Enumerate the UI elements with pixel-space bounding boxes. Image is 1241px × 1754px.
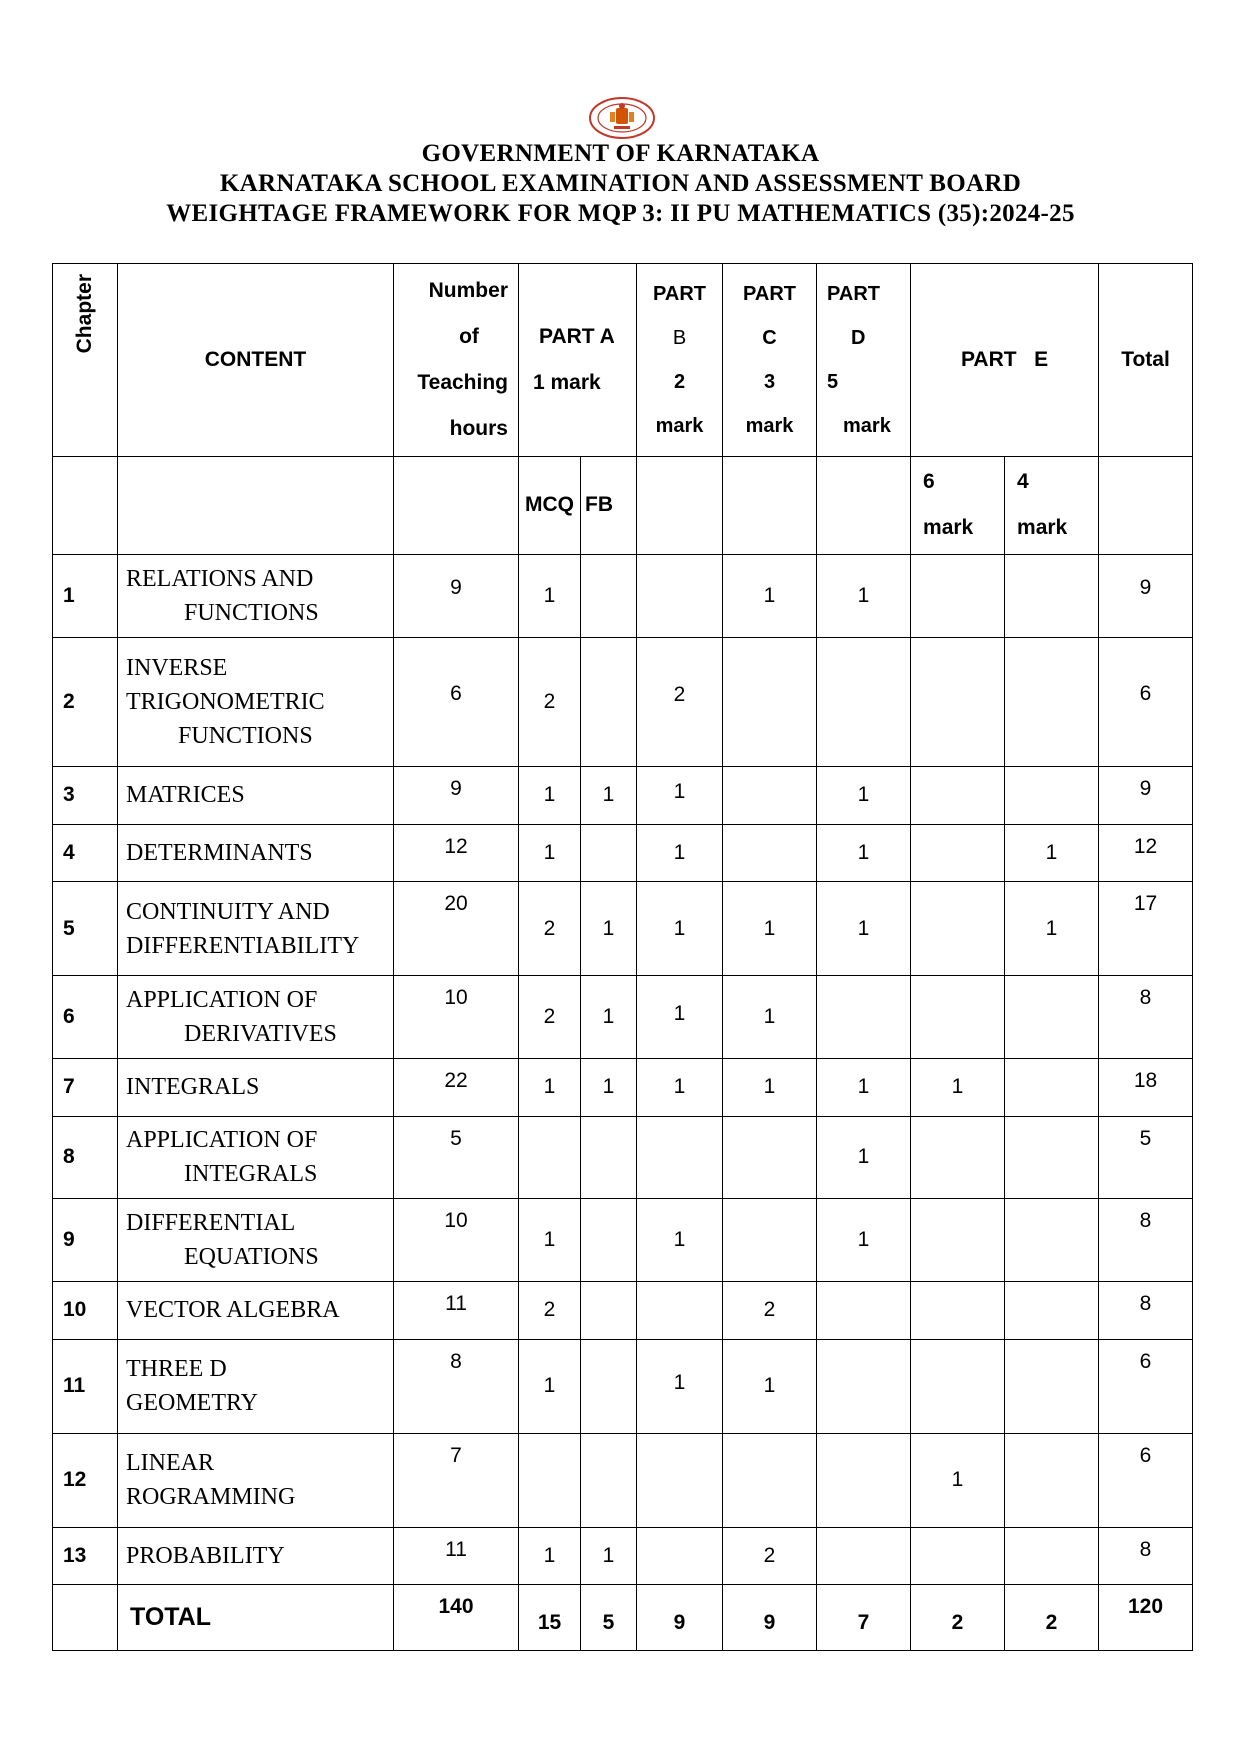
part-e-6-mark xyxy=(911,767,1005,825)
chapter-number: 12 xyxy=(53,1433,118,1527)
part-c-count: 1 xyxy=(723,554,817,637)
part-b-header: PART B 2 mark xyxy=(637,264,723,457)
content-line: VECTOR ALGEBRA xyxy=(126,1297,340,1324)
subheader-blank xyxy=(637,456,723,554)
part-e-4-mark: 1 xyxy=(1005,824,1099,882)
total-header: Total xyxy=(1099,264,1193,457)
part-d-count xyxy=(817,1339,911,1433)
karnataka-emblem-icon xyxy=(588,96,656,140)
part-a-mcq: 2 xyxy=(519,637,581,766)
part-c-count xyxy=(723,637,817,766)
part-e-6-mark: 1 xyxy=(911,1433,1005,1527)
totals-part-e-6: 2 xyxy=(911,1585,1005,1651)
totals-part-d: 7 xyxy=(817,1585,911,1651)
part-b-count xyxy=(637,1282,723,1340)
content-line: PROBABILITY xyxy=(126,1542,285,1569)
table-row xyxy=(53,824,1193,882)
totals-hours: 140 xyxy=(394,1585,519,1651)
part-a-fb xyxy=(581,637,637,766)
chapter-content xyxy=(118,1282,394,1340)
mcq-header: MCQ xyxy=(519,456,581,554)
part-a-mcq: 1 xyxy=(519,767,581,825)
chapter-number: 10 xyxy=(53,1282,118,1340)
chapter-content xyxy=(118,1339,394,1433)
part-d-count xyxy=(817,1433,911,1527)
part-d-count xyxy=(817,1527,911,1585)
part-a-mcq xyxy=(519,1116,581,1199)
part-d-count xyxy=(817,1282,911,1340)
teaching-hours: 8 xyxy=(394,1339,519,1433)
part-d-count: 1 xyxy=(817,1116,911,1199)
chapter-content xyxy=(118,824,394,882)
teaching-hours: 22 xyxy=(394,1058,519,1116)
part-e-4-mark xyxy=(1005,1058,1099,1116)
part-a-mcq: 2 xyxy=(519,882,581,976)
content-line: INTEGRALS xyxy=(126,1074,260,1101)
content-line: DERIVATIVES xyxy=(184,1021,337,1048)
part-e-4-mark xyxy=(1005,976,1099,1059)
part-e-4-mark xyxy=(1005,554,1099,637)
totals-mcq: 15 xyxy=(519,1585,581,1651)
part-a-mcq: 2 xyxy=(519,1282,581,1340)
content-line: DETERMINANTS xyxy=(126,839,313,866)
content-line: APPLICATION OF xyxy=(126,1127,318,1154)
part-b-count: 2 xyxy=(637,637,723,766)
content-line: FUNCTIONS xyxy=(178,722,313,749)
fb-header: FB xyxy=(581,456,637,554)
part-d-count: 1 xyxy=(817,1199,911,1282)
chapter-content xyxy=(118,1058,394,1116)
part-e-4-mark xyxy=(1005,1339,1099,1433)
teaching-hours: 11 xyxy=(394,1527,519,1585)
chapter-content xyxy=(118,1116,394,1199)
part-d-header: PART D 5 mark xyxy=(817,264,911,457)
teaching-hours: 20 xyxy=(394,882,519,976)
part-b-count xyxy=(637,1116,723,1199)
part-e-4-mark xyxy=(1005,767,1099,825)
content-line: INTEGRALS xyxy=(184,1161,318,1188)
part-e-6-mark: 1 xyxy=(911,1058,1005,1116)
row-total: 18 xyxy=(1099,1058,1193,1116)
part-a-mcq: 1 xyxy=(519,1058,581,1116)
table-row xyxy=(53,976,1193,1059)
part-c-count: 2 xyxy=(723,1527,817,1585)
part-b-count: 1 xyxy=(637,767,723,825)
table-row xyxy=(53,554,1193,637)
part-d-count xyxy=(817,637,911,766)
part-d-count xyxy=(817,976,911,1059)
part-e-6-mark xyxy=(911,1339,1005,1433)
part-e-6-mark xyxy=(911,1116,1005,1199)
chapter-number: 1 xyxy=(53,554,118,637)
chapter-number: 4 xyxy=(53,824,118,882)
teaching-hours: 6 xyxy=(394,637,519,766)
chapter-content xyxy=(118,1199,394,1282)
part-b-count: 1 xyxy=(637,1199,723,1282)
subheader-blank xyxy=(723,456,817,554)
part-a-mcq: 2 xyxy=(519,976,581,1059)
part-e-6-mark xyxy=(911,637,1005,766)
table-row xyxy=(53,637,1193,766)
part-a-mcq: 1 xyxy=(519,1339,581,1433)
part-e-6-mark xyxy=(911,1527,1005,1585)
content-line: LINEAR xyxy=(126,1450,214,1477)
content-line: DIFFERENTIAL xyxy=(126,1210,296,1237)
four-mark-header: 4 mark xyxy=(1005,456,1099,554)
table-row xyxy=(53,1527,1193,1585)
content-line: MATRICES xyxy=(126,782,245,809)
totals-row xyxy=(53,1585,1193,1651)
part-a-fb xyxy=(581,1199,637,1282)
content-line: THREE D xyxy=(126,1356,227,1383)
row-total: 6 xyxy=(1099,1433,1193,1527)
subheader-blank xyxy=(118,456,394,554)
content-line: FUNCTIONS xyxy=(184,599,319,626)
part-a-fb xyxy=(581,554,637,637)
part-e-6-mark xyxy=(911,1282,1005,1340)
header-framework-title: WEIGHTAGE FRAMEWORK FOR MQP 3: II PU MATHEMATICS (35):2024-25 xyxy=(166,200,1075,227)
chapter-number: 11 xyxy=(53,1339,118,1433)
table-row xyxy=(53,767,1193,825)
part-c-count: 1 xyxy=(723,976,817,1059)
subheader-blank xyxy=(817,456,911,554)
row-total: 8 xyxy=(1099,1282,1193,1340)
part-d-count: 1 xyxy=(817,1058,911,1116)
chapter-number: 3 xyxy=(53,767,118,825)
content-line: EQUATIONS xyxy=(184,1244,319,1271)
chapter-content xyxy=(118,1433,394,1527)
chapter-number: 13 xyxy=(53,1527,118,1585)
part-a-mcq: 1 xyxy=(519,554,581,637)
table-row xyxy=(53,1339,1193,1433)
teaching-hours: 11 xyxy=(394,1282,519,1340)
chapter-content xyxy=(118,882,394,976)
part-c-count xyxy=(723,824,817,882)
totals-label: TOTAL xyxy=(118,1585,394,1651)
part-d-count: 1 xyxy=(817,882,911,976)
part-c-count xyxy=(723,1199,817,1282)
part-a-fb: 1 xyxy=(581,1527,637,1585)
totals-part-e-4: 2 xyxy=(1005,1585,1099,1651)
part-e-4-mark xyxy=(1005,1527,1099,1585)
chapter-number: 7 xyxy=(53,1058,118,1116)
part-b-count xyxy=(637,554,723,637)
header-board: KARNATAKA SCHOOL EXAMINATION AND ASSESSMENT BOARD xyxy=(219,170,1022,197)
table-row xyxy=(53,1282,1193,1340)
part-a-fb xyxy=(581,1282,637,1340)
table-row xyxy=(53,1433,1193,1527)
row-total: 6 xyxy=(1099,637,1193,766)
content-line: GEOMETRY xyxy=(126,1390,258,1417)
part-e-4-mark xyxy=(1005,637,1099,766)
chapter-header: Chapter xyxy=(53,264,118,457)
row-total: 9 xyxy=(1099,554,1193,637)
part-e-4-mark xyxy=(1005,1433,1099,1527)
part-e-6-mark xyxy=(911,824,1005,882)
row-total: 6 xyxy=(1099,1339,1193,1433)
chapter-content xyxy=(118,976,394,1059)
chapter-content xyxy=(118,554,394,637)
part-b-count: 1 xyxy=(637,882,723,976)
part-a-mcq: 1 xyxy=(519,824,581,882)
part-a-fb: 1 xyxy=(581,976,637,1059)
row-total: 8 xyxy=(1099,1199,1193,1282)
part-a-mcq: 1 xyxy=(519,1199,581,1282)
teaching-hours: 7 xyxy=(394,1433,519,1527)
part-b-count: 1 xyxy=(637,1339,723,1433)
part-e-6-mark xyxy=(911,976,1005,1059)
teaching-hours-header: Number of Teaching hours xyxy=(394,264,519,457)
totals-part-b: 9 xyxy=(637,1585,723,1651)
part-d-count: 1 xyxy=(817,554,911,637)
totals-fb: 5 xyxy=(581,1585,637,1651)
part-b-count xyxy=(637,1433,723,1527)
part-a-fb xyxy=(581,1433,637,1527)
totals-grand-total: 120 xyxy=(1099,1585,1193,1651)
part-a-header: PART A 1 mark xyxy=(519,264,637,457)
part-a-mcq xyxy=(519,1433,581,1527)
chapter-number: 5 xyxy=(53,882,118,976)
row-total: 8 xyxy=(1099,1527,1193,1585)
part-c-count: 1 xyxy=(723,1339,817,1433)
part-e-4-mark xyxy=(1005,1199,1099,1282)
content-line: CONTINUITY AND xyxy=(126,898,330,925)
content-header: CONTENT xyxy=(118,264,394,457)
part-e-6-mark xyxy=(911,1199,1005,1282)
part-b-count: 1 xyxy=(637,976,723,1059)
part-d-count: 1 xyxy=(817,767,911,825)
teaching-hours: 9 xyxy=(394,554,519,637)
part-b-count: 1 xyxy=(637,824,723,882)
part-c-count: 1 xyxy=(723,1058,817,1116)
content-line: APPLICATION OF xyxy=(126,987,318,1014)
teaching-hours: 10 xyxy=(394,1199,519,1282)
part-a-fb: 1 xyxy=(581,767,637,825)
teaching-hours: 12 xyxy=(394,824,519,882)
teaching-hours: 5 xyxy=(394,1116,519,1199)
chapter-content xyxy=(118,1527,394,1585)
header-government: GOVERNMENT OF KARNATAKA xyxy=(421,140,820,167)
subheader-blank xyxy=(1099,456,1193,554)
part-a-fb xyxy=(581,824,637,882)
part-e-4-mark xyxy=(1005,1116,1099,1199)
part-a-mcq: 1 xyxy=(519,1527,581,1585)
content-line: TRIGONOMETRIC xyxy=(126,688,325,715)
totals-blank xyxy=(53,1585,118,1651)
subheader-blank xyxy=(394,456,519,554)
part-c-count xyxy=(723,1433,817,1527)
table-row xyxy=(53,1116,1193,1199)
header-row xyxy=(53,264,1193,457)
row-total: 17 xyxy=(1099,882,1193,976)
chapter-number: 2 xyxy=(53,637,118,766)
chapter-number: 8 xyxy=(53,1116,118,1199)
chapter-number: 9 xyxy=(53,1199,118,1282)
table-row xyxy=(53,1058,1193,1116)
part-e-4-mark xyxy=(1005,1282,1099,1340)
part-c-count xyxy=(723,767,817,825)
part-d-count: 1 xyxy=(817,824,911,882)
part-c-count xyxy=(723,1116,817,1199)
chapter-content xyxy=(118,637,394,766)
part-c-header: PART C 3 mark xyxy=(723,264,817,457)
totals-part-c: 9 xyxy=(723,1585,817,1651)
content-line: INVERSE xyxy=(126,654,228,681)
six-mark-header: 6 mark xyxy=(911,456,1005,554)
part-b-count: 1 xyxy=(637,1058,723,1116)
content-line: RELATIONS AND xyxy=(126,565,314,592)
teaching-hours: 10 xyxy=(394,976,519,1059)
part-e-6-mark xyxy=(911,882,1005,976)
part-c-count: 2 xyxy=(723,1282,817,1340)
part-a-fb xyxy=(581,1116,637,1199)
part-b-count xyxy=(637,1527,723,1585)
subheader-row xyxy=(53,456,1193,554)
part-e-4-mark: 1 xyxy=(1005,882,1099,976)
table-row xyxy=(53,1199,1193,1282)
row-total: 5 xyxy=(1099,1116,1193,1199)
part-c-count: 1 xyxy=(723,882,817,976)
chapter-content xyxy=(118,767,394,825)
weightage-table xyxy=(52,263,1193,1651)
chapter-number: 6 xyxy=(53,976,118,1059)
part-a-fb xyxy=(581,1339,637,1433)
part-a-fb: 1 xyxy=(581,1058,637,1116)
subheader-blank xyxy=(53,456,118,554)
part-e-header: PART E xyxy=(911,264,1099,457)
part-a-fb: 1 xyxy=(581,882,637,976)
teaching-hours: 9 xyxy=(394,767,519,825)
part-e-6-mark xyxy=(911,554,1005,637)
row-total: 8 xyxy=(1099,976,1193,1059)
content-line: DIFFERENTIABILITY xyxy=(126,932,360,959)
row-total: 9 xyxy=(1099,767,1193,825)
table-row xyxy=(53,882,1193,976)
content-line: ROGRAMMING xyxy=(126,1484,296,1511)
row-total: 12 xyxy=(1099,824,1193,882)
